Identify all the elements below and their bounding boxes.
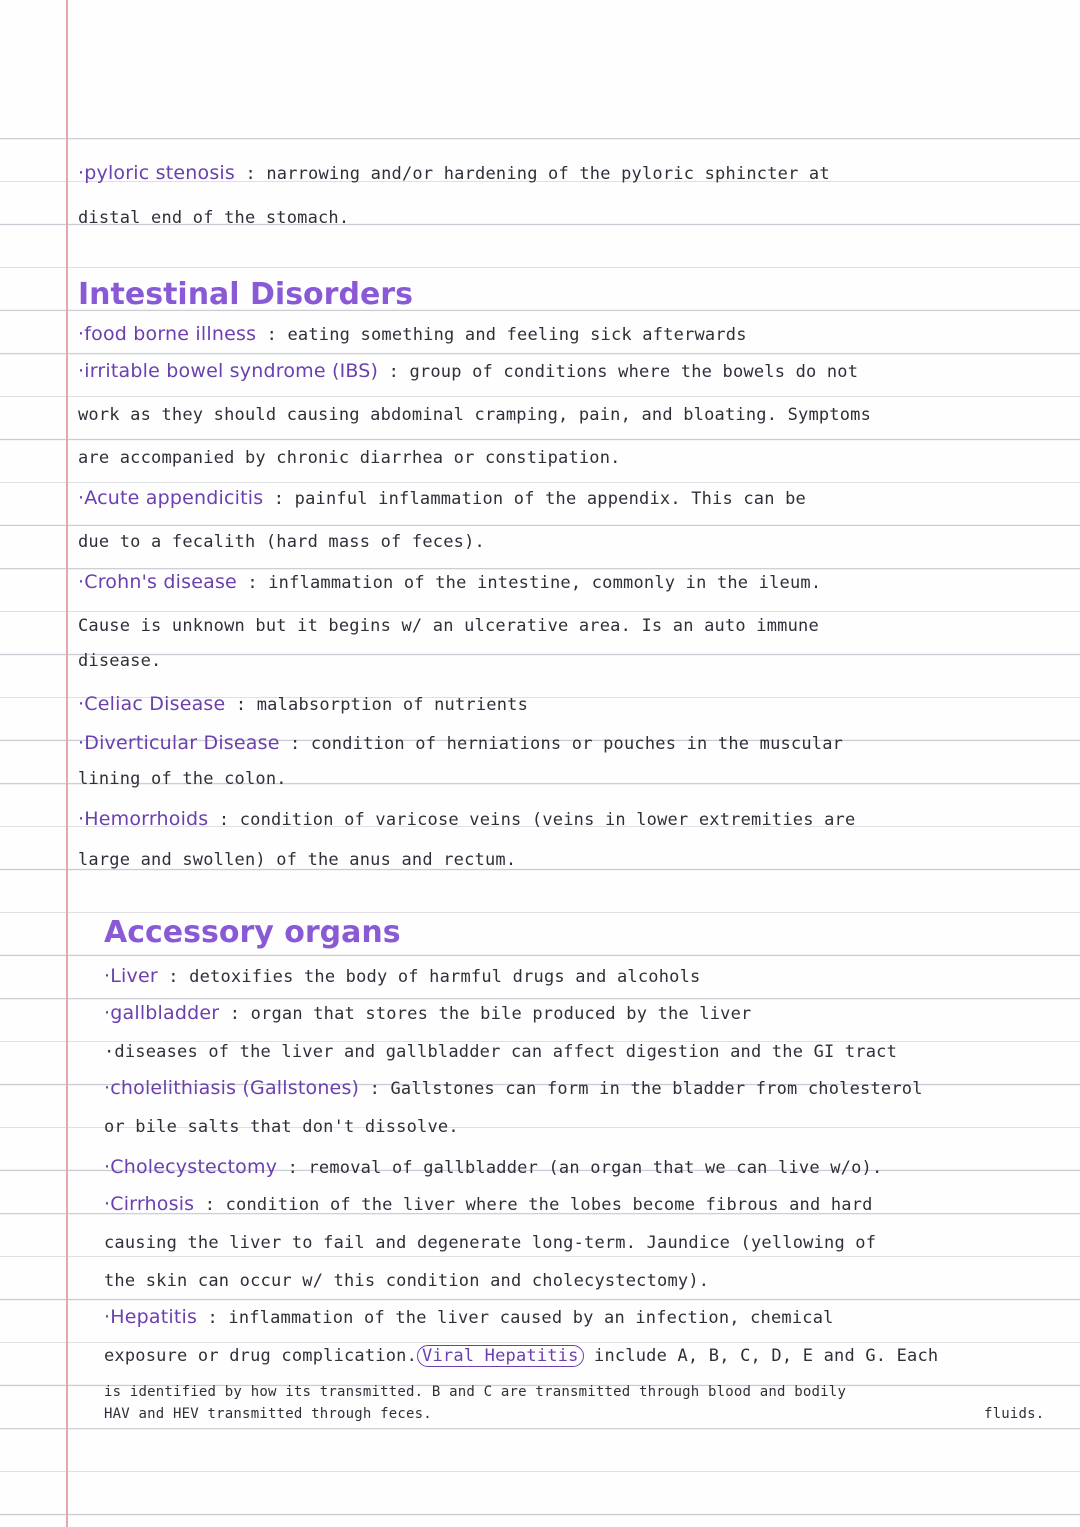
- diverticular-text-2: lining of the colon.: [78, 769, 287, 789]
- ibs-text-3: are accompanied by chronic diarrhea or constipation.: [78, 448, 621, 468]
- cirrhosis-text-1: : condition of the liver where the lobes become fibrous and hard: [194, 1195, 873, 1215]
- liver-line: [104, 965, 1068, 988]
- cholelithiasis-text-1: : Gallstones can form in the bladder from cholesterol: [359, 1079, 923, 1099]
- blank-top-area: [0, 0, 1080, 138]
- diseases-text: ·diseases of the liver and gallbladder can affect digestion and the GI tract: [104, 1042, 898, 1062]
- hepatitis-line-2: [104, 1345, 1068, 1367]
- crohns-line-1: [78, 571, 1068, 594]
- viral-hepatitis-circled: Viral Hepatitis: [417, 1345, 584, 1367]
- hepatitis-line-4: [104, 1403, 1068, 1425]
- hepatitis-text-4: HAV and HEV transmitted through feces.: [104, 1406, 432, 1422]
- cholelithiasis-text-2: or bile salts that don't dissolve.: [104, 1117, 459, 1137]
- intestinal-heading: Intestinal Disorders: [78, 277, 413, 312]
- margin-line: [66, 0, 68, 1527]
- food-line: [78, 323, 1068, 346]
- pyloric-line-2: [78, 207, 1068, 229]
- diseases-line: [104, 1041, 1068, 1063]
- hepatitis-line-1: [104, 1306, 1068, 1329]
- liver-term: ·Liver: [104, 965, 158, 987]
- liver-text: : detoxifies the body of harmful drugs and alcohols: [157, 967, 701, 987]
- ibs-line-2: [78, 404, 1068, 426]
- celiac-term: ·Celiac Disease: [78, 693, 226, 715]
- celiac-text: : malabsorption of nutrients: [225, 695, 529, 715]
- food-text: : eating something and feeling sick afterwards: [256, 325, 747, 345]
- celiac-line: [78, 693, 1068, 716]
- crohns-term: ·Crohn's disease: [78, 571, 237, 593]
- accessory-heading: Accessory organs: [104, 915, 401, 950]
- hemorrhoids-line-2: [78, 849, 1068, 871]
- pyloric-line-1: [78, 162, 1068, 185]
- ibs-text-2: work as they should causing abdominal cramping, pain, and bloating. Symptoms: [78, 405, 872, 425]
- cholelithiasis-line-1: [104, 1077, 1068, 1100]
- hepatitis-text-4b: fluids.: [984, 1406, 1045, 1422]
- pyloric-text-1: : narrowing and/or hardening of the pyloric sphincter at: [235, 164, 830, 184]
- pyloric-text-2: distal end of the stomach.: [78, 208, 350, 228]
- cirrhosis-line-3: [104, 1270, 1068, 1292]
- hepatitis-line-3: [104, 1381, 1068, 1403]
- hepatitis-text-1: : inflammation of the liver caused by an infection, chemical: [197, 1308, 834, 1328]
- gallbladder-term: ·gallbladder: [104, 1002, 220, 1024]
- cholelithiasis-term: ·cholelithiasis (Gallstones): [104, 1077, 360, 1099]
- ibs-line-1: [78, 360, 1068, 383]
- crohns-text-1: : inflammation of the intestine, commonly in the ileum.: [236, 573, 822, 593]
- food-term: ·food borne illness: [78, 323, 257, 345]
- cirrhosis-text-3: the skin can occur w/ this condition and cholecystectomy).: [104, 1271, 710, 1291]
- hepatitis-text-2a: exposure or drug complication.: [104, 1346, 418, 1366]
- cholecystectomy-term: ·Cholecystectomy: [104, 1156, 278, 1178]
- cirrhosis-line-2: [104, 1232, 1068, 1254]
- ibs-line-3: [78, 447, 1068, 469]
- diverticular-line-1: [78, 732, 1068, 755]
- crohns-text-3: disease.: [78, 651, 162, 671]
- diverticular-text-1: : condition of herniations or pouches in the muscular: [279, 734, 844, 754]
- crohns-line-2: [78, 615, 1068, 637]
- notes-content: [78, 156, 1068, 1425]
- appendicitis-term: ·Acute appendicitis: [78, 487, 264, 509]
- hepatitis-text-2b: include A, B, C, D, E and G. Each: [583, 1346, 939, 1366]
- crohns-line-3: [78, 650, 1068, 672]
- hemorrhoids-line-1: [78, 808, 1068, 831]
- hemorrhoids-text-1: : condition of varicose veins (veins in lower extremities are: [208, 810, 856, 830]
- cholelithiasis-line-2: [104, 1116, 1068, 1138]
- ibs-term: ·irritable bowel syndrome (IBS): [78, 360, 379, 382]
- diverticular-line-2: [78, 768, 1068, 790]
- hepatitis-text-3: is identified by how its transmitted. B and C are transmitted through blood and bodily: [104, 1384, 847, 1400]
- appendicitis-text-2: due to a fecalith (hard mass of feces).: [78, 532, 485, 552]
- cirrhosis-term: ·Cirrhosis: [104, 1193, 195, 1215]
- gallbladder-text: : organ that stores the bile produced by the liver: [219, 1004, 752, 1024]
- appendicitis-line-2: [78, 531, 1068, 553]
- ibs-text-1: : group of conditions where the bowels do not: [378, 362, 859, 382]
- pyloric-term: ·pyloric stenosis: [78, 162, 236, 184]
- cirrhosis-line-1: [104, 1193, 1068, 1216]
- appendicitis-line-1: [78, 487, 1068, 510]
- gallbladder-line: [104, 1002, 1068, 1025]
- cholecystectomy-text: : removal of gallbladder (an organ that we can live w/o).: [277, 1158, 883, 1178]
- cholecystectomy-line: [104, 1156, 1068, 1179]
- crohns-text-2: Cause is unknown but it begins w/ an ulcerative area. Is an auto immune: [78, 616, 819, 636]
- hemorrhoids-term: ·Hemorrhoids: [78, 808, 209, 830]
- appendicitis-text-1: : painful inflammation of the appendix. This can be: [263, 489, 806, 509]
- hemorrhoids-text-2: large and swollen) of the anus and rectum.: [78, 850, 517, 870]
- hepatitis-term: ·Hepatitis: [104, 1306, 198, 1328]
- diverticular-term: ·Diverticular Disease: [78, 732, 280, 754]
- cirrhosis-text-2: causing the liver to fail and degenerate long-term. Jaundice (yellowing of: [104, 1233, 877, 1253]
